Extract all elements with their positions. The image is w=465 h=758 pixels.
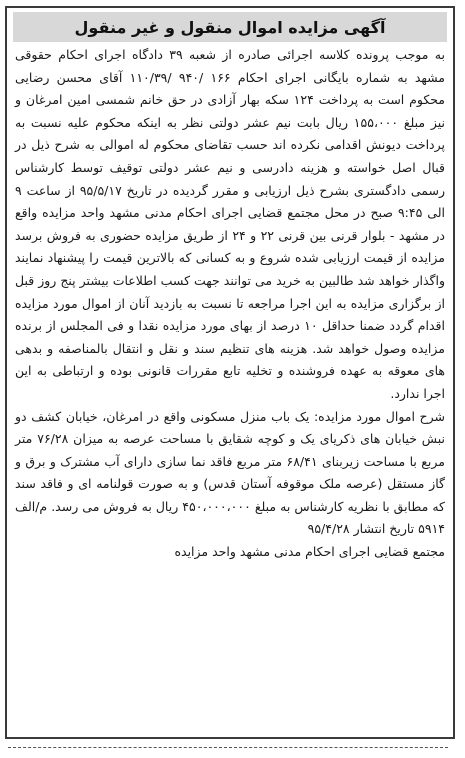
notice-paragraph-main: به موجب پرونده کلاسه اجرائی صادره از شعبه ۳۹ دادگاه اجرای احکام حقوقی مشهد به شماره بایگانی اجرای احکام ۱۶۶ /۹۴۰ /۱۱۰/۳۹ آقای محسن رضایی محکوم است به پرداخت ۱۲۴ سکه بهار آزادی در حق خانم شمسی امین امرغان و نیز مبلغ ۱۵۵،۰۰۰ ریال بابت نیم عشر دولتی نظر به اینکه محکوم علیه نسبت به پرداخت دیونش اقدامی نکرده اند حسب تقاضای محکوم له اموالی به شرح ذیل در قبال اصل خواسته و هزینه دادرسی و نیم عشر دولتی توقیف توسط کارشناس رسمی دادگستری بشرح ذیل ارزیابی و مقرر گردیده در تاریخ ۹۵/۵/۱۷ از ساعت ۹ الی ۹:۴۵ صبح در محل مجتمع قضایی اجرای احکام مدنی مشهد واحد مزایده واقع در مشهد - بلوار قرنی بین قرنی ۲۲ و ۲۴ از طریق مزایده حضوری به فروش برسد مزایده از قیمت ارزیابی شده شروع و به کسانی که بالاترین قیمت را پیشنهاد نمایند واگذار خواهد شد طالبین به خرید می توانند جهت کسب اطلاعات بیشتر پنج روز قبل از برگزاری مزایده به این اجرا مراجعه تا نسبت به بازدید آنان از اموال مورد مزایده اقدام گردد ضمنا حداقل ۱۰ درصد از بهای مورد مزایده نقدا و فی المجلس از برنده مزایده وصول خواهد شد. هزینه های تنظیم سند و نقل و انتقال بالمناصفه و بدهی های معوقه به عهده فروشنده و تخلیه تابع مقررات قانونی بوده و ارتباطی به این اجرا ندارد. xyxy=(15,47,446,401)
notice-paragraph-property: شرح اموال مورد مزایده: یک باب منزل مسکونی واقع در امرغان، خیابان کشف دو نبش خیابان های ذکریای یک و کوچه شقایق با مساحت عرصه به میزان ۷۶/۲۸ متر مربع با مساحت زیربنای ۶۸/۴۱ متر مربع فاقد نما سازی دارای آب مشترک و برق و گاز مستقل (عرصه ملک موقوفه آستان قدس) و به صورت قولنامه ای و فاقد سند که مطابق با نظریه کارشناس به مبلغ ۴۵۰،۰۰۰،۰۰۰ ریال به فروش می رسد. م/الف ۵۹۱۴ تاریخ انتشار ۹۵/۴/۲۸ xyxy=(15,408,445,537)
auction-notice xyxy=(5,6,455,739)
title-band xyxy=(13,12,447,42)
notice-body xyxy=(7,42,453,541)
cut-line-divider xyxy=(8,747,448,748)
notice-signature: مجتمع قضایی اجرای احکام مدنی مشهد واحد مزایده xyxy=(174,544,445,560)
notice-title: آگهی مزایده اموال منقول و غیر منقول xyxy=(74,17,386,37)
